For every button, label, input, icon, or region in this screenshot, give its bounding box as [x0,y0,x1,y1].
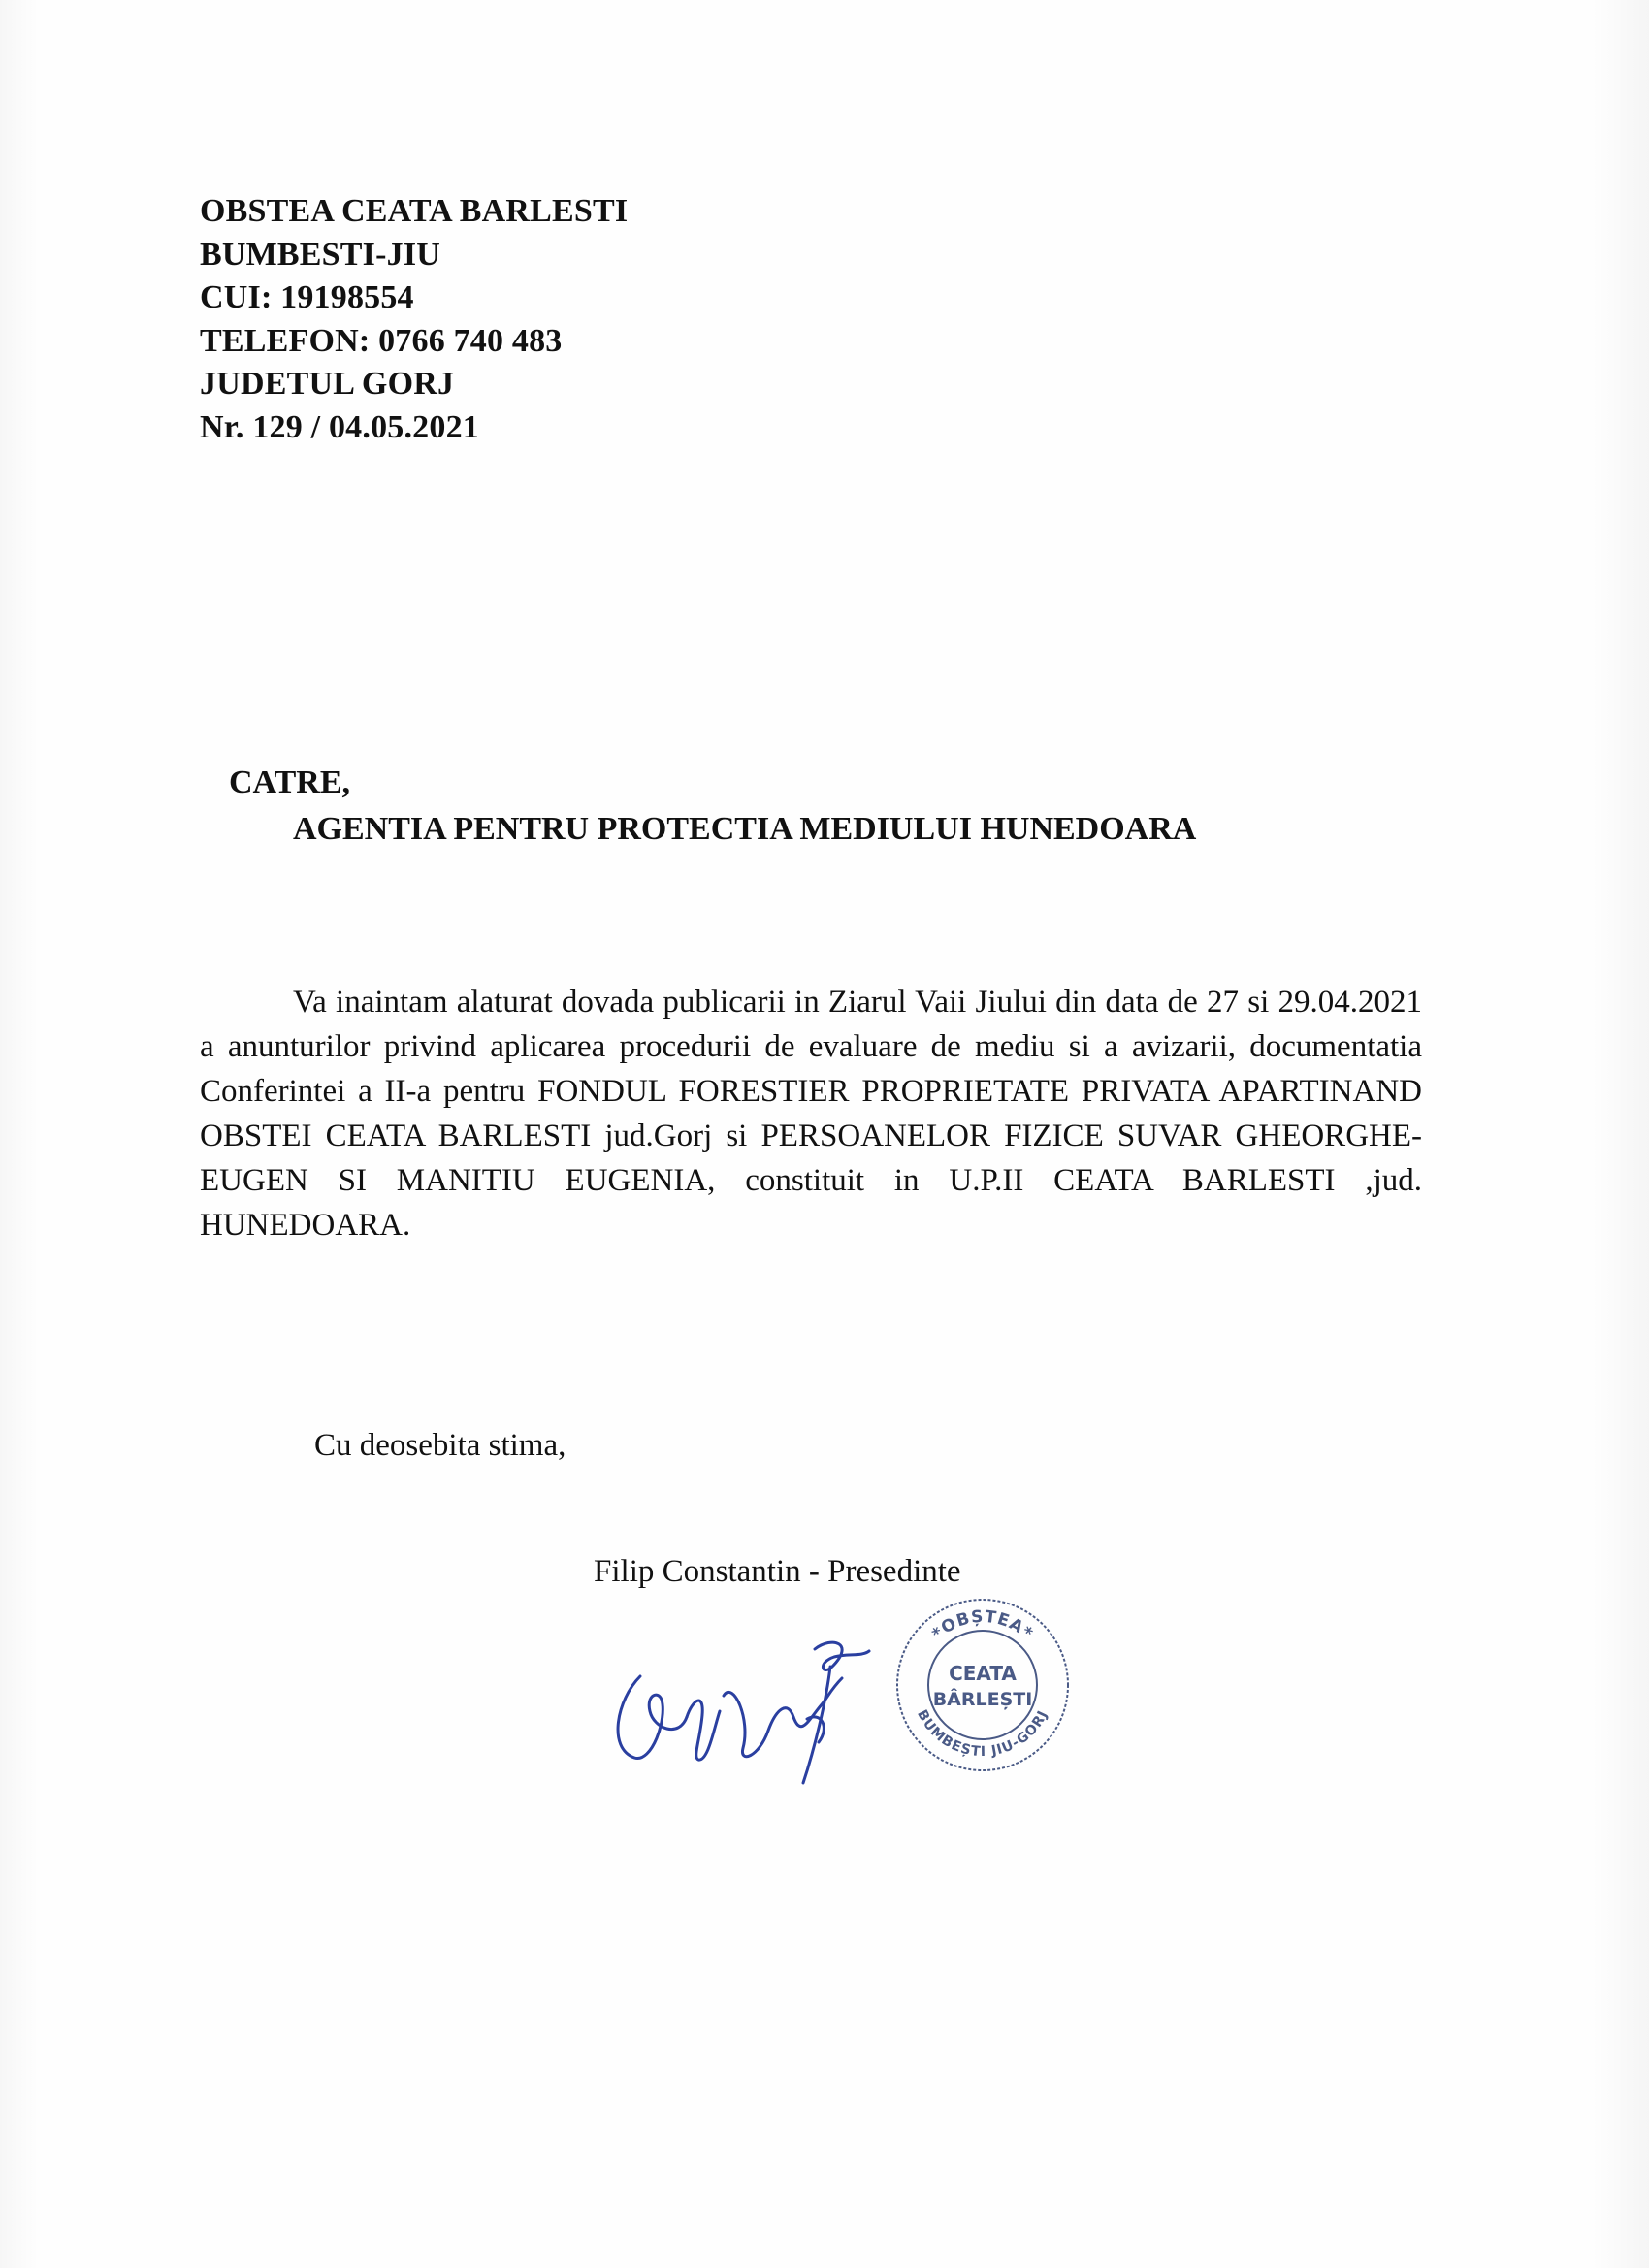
stamp-top-arc: *OBȘTEA* [928,1606,1037,1644]
org-locality: BUMBESTI-JIU [200,236,441,273]
recipient-agency: AGENTIA PENTRU PROTECTIA MEDIULUI HUNEDOARA [293,811,1197,847]
closing-salutation: Cu deosebita stima, [314,1428,566,1463]
body-paragraph: Va inaintam alaturat dovada publicarii in Ziarul Vaii Jiului din data de 27 si 29.04.2021 a anunturilor privind aplicarea procedurii de evaluare de mediu si a avizarii, documentatia Conferintei a II-a pentru FONDUL FORESTIER PROPRIETATE PRIVATA APARTINAND OBSTEI CEATA BARLESTI jud.Gorj si PERSOANELOR FIZICE SUVAR GHEORGHE-EUGEN SI MANITIU EUGENIA, constituit in U.P.II CEATA BARLESTI ,jud. HUNEDOARA. [200,985,1422,1243]
signatory-name: Filip Constantin - Presedinte [594,1554,961,1589]
registration-number: Nr. 129 / 04.05.2021 [200,408,479,445]
handwritten-signature [578,1603,889,1797]
org-cui: CUI: 19198554 [200,279,414,315]
sender-header [200,190,628,449]
stamp-line-2: BÂRLEȘTI [932,1689,1033,1710]
org-phone: TELEFON: 0766 740 483 [200,322,563,359]
recipient-label: CATRE, [229,764,350,800]
org-name: OBSTEA CEATA BARLESTI [200,193,629,229]
stamp-bottom-arc: BUMBEȘTI JIU-GORJ [914,1707,1051,1761]
org-county: JUDETUL GORJ [200,366,455,402]
stamp-line-1: CEATA [949,1662,1017,1685]
scan-edge-right [1591,0,1649,2268]
organization-stamp [890,1593,1075,1777]
scan-edge-left [0,0,39,2268]
letter-body [200,980,1422,1247]
recipient-block [229,760,1196,853]
